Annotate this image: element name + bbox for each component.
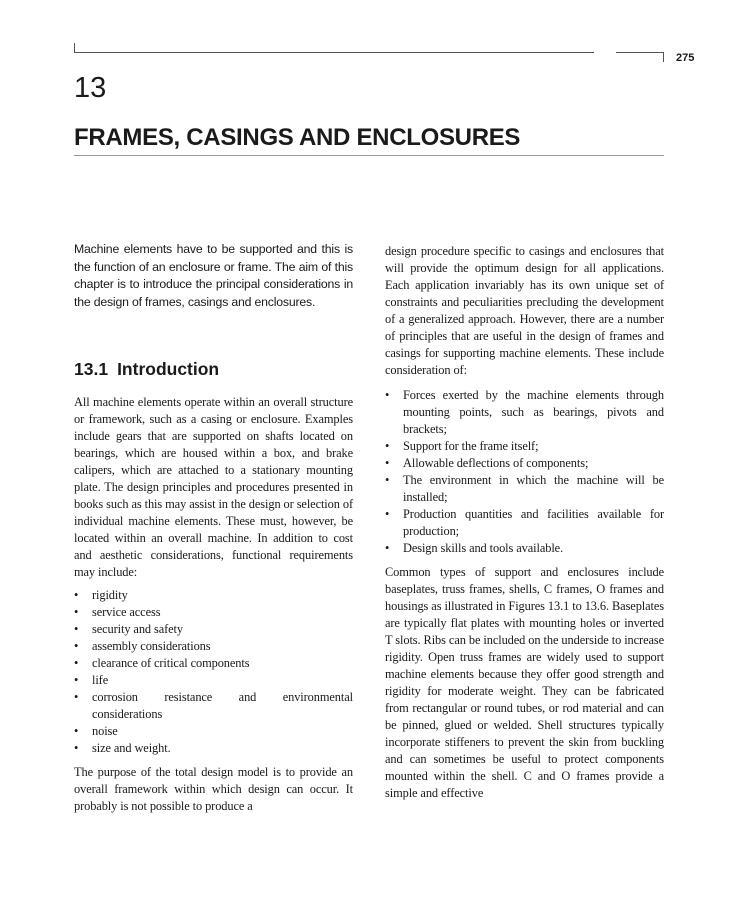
page-number: 275 xyxy=(676,52,695,64)
section-heading xyxy=(74,359,353,380)
list-item: • service access xyxy=(74,605,161,620)
list-item: • rigidity xyxy=(74,588,128,603)
list-item: • size and weight. xyxy=(74,741,171,756)
header-tick-left xyxy=(74,43,75,53)
list-item: • life xyxy=(74,673,109,688)
list-item: • noise xyxy=(74,724,118,739)
list-item: • Production quantities and facilities available for production; xyxy=(385,507,664,538)
right-paragraph-2: Common types of support and enclosures include baseplates, truss frames, shells, C frames, O frames and housings as illustrated in Figures 13.1 to 13.6. Baseplates are typically flat plates with mounting holes or inverted T slots. Ribs can be included on the underside to increase rigidity. Open truss frames are widely used to support machine elements because they offer good strength and rigidity for moderate weight. They can be fabricated from rectangular or round tubes, or rod material and can be pinned, glued or welded. Shell structures typically incorporate stiffeners to prevent the skin from buckling and can sometimes be useful to protect components mounted within the shell. C and O frames provide a simple and effective xyxy=(385,565,664,800)
section-title: Introduction xyxy=(117,359,220,380)
chapter-number: 13 xyxy=(74,72,107,104)
left-bullet-list xyxy=(74,587,353,757)
chapter-title: FRAMES, CASINGS AND ENCLOSURES xyxy=(74,124,521,151)
right-bullet-list xyxy=(385,387,664,557)
left-column xyxy=(74,241,353,821)
list-item: • Forces exerted by the machine elements through mounting points, such as bearings, pivots and brackets; xyxy=(385,388,664,436)
header-rule-left xyxy=(74,52,594,53)
chapter-intro: Machine elements have to be supported and this is the function of an enclosure or frame. The aim of this chapter is to introduce the principal considerations in the design of frames, casings and enclosures. xyxy=(74,242,353,309)
list-item: • assembly considerations xyxy=(74,639,211,654)
list-item: • clearance of critical components xyxy=(74,656,250,671)
section-number: 13.1 xyxy=(74,359,109,380)
list-item: • The environment in which the machine will be installed; xyxy=(385,473,664,504)
right-paragraph-1: design procedure specific to casings and enclosures that will provide the optimum design for all applications. Each application invariably has its own unique set of constraints and peculiarities precluding the development of a generalized approach. However, there are a number of principles that are useful in the design of frames and casings for supporting machine elements. These include consideration of: xyxy=(385,244,664,377)
list-item: • Support for the frame itself; xyxy=(385,439,539,453)
header-tick-right xyxy=(663,52,664,62)
list-item: • corrosion resistance and environmental considerations xyxy=(74,690,353,722)
right-column xyxy=(385,243,664,808)
left-paragraph-2: The purpose of the total design model is to provide an overall framework within which design can occur. It probably is not possible to produce a xyxy=(74,765,353,814)
list-item: • Allowable deflections of components; xyxy=(385,456,589,470)
title-underline xyxy=(74,155,664,156)
header-rule-right xyxy=(616,52,664,53)
list-item: • security and safety xyxy=(74,622,183,637)
list-item: • Design skills and tools available. xyxy=(385,541,564,555)
left-paragraph-1: All machine elements operate within an overall structure or framework, such as a casing or enclosure. Examples include gears that are supported on shafts located on bearings, which are housed within a box, and brake calipers, which are attached to a stationary mounting plate. The design principles and procedures presented in books such as this may assist in the design or selection of individual machine elements. These must, however, be located within an overall machine. In addition to cost and aesthetic considerations, functional requirements may include: xyxy=(74,395,353,580)
